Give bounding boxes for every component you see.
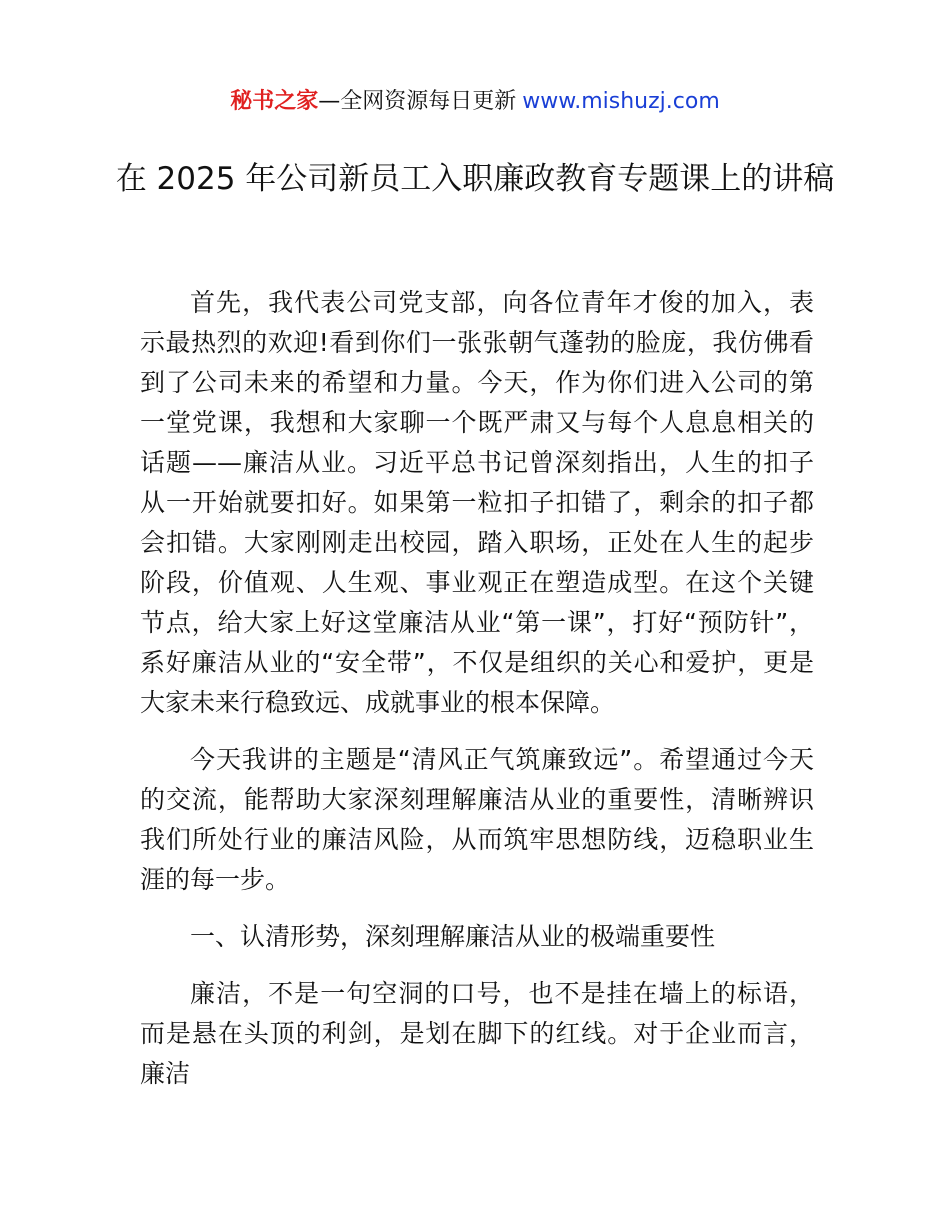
body-paragraph-intro: 首先，我代表公司党支部，向各位青年才俊的加入，表示最热烈的欢迎!看到你们一张张朝气蓬勃的脸庞，我仿佛看到了公司未来的希望和力量。今天，作为你们进入公司的第一堂党课，我想和大家聊一个既严肃又与每个人息息相关的话题——廉洁从业。习近平总书记曾深刻指出，人生的扣子从一开始就要扣好。如果第一粒扣子扣错了，剩余的扣子都会扣错。大家刚刚走出校园，踏入职场，正处在人生的起步阶段，价值观、人生观、事业观正在塑造成型。在这个关键节点，给大家上好这堂廉洁从业“第一课”，打好“预防针”，系好廉洁从业的“安全带”，不仅是组织的关心和爱护，更是大家未来行稳致远、成就事业的根本保障。	[140, 288, 814, 717]
body-paragraph-integrity: 廉洁，不是一句空洞的口号，也不是挂在墙上的标语，而是悬在头顶的利剑，是划在脚下的红线。对于企业而言，廉洁	[140, 979, 814, 1088]
site-brand: 秘书之家	[230, 89, 319, 114]
document-title: 在 2025 年公司新员工入职廉政教育专题课上的讲稿	[115, 161, 835, 197]
document-body	[140, 283, 814, 1111]
site-url-link[interactable]: www.mishuzj.com	[522, 89, 720, 114]
body-paragraph-theme: 今天我讲的主题是“清风正气筑廉致远”。希望通过今天的交流，能帮助大家深刻理解廉洁从业的重要性，清晰辨识我们所处行业的廉洁风险，从而筑牢思想防线，迈稳职业生涯的每一步。	[140, 745, 814, 894]
site-header	[0, 86, 950, 118]
section-heading-1: 一、认清形势，深刻理解廉洁从业的极端重要性	[190, 922, 716, 951]
site-tagline: —全网资源每日更新	[318, 89, 517, 114]
